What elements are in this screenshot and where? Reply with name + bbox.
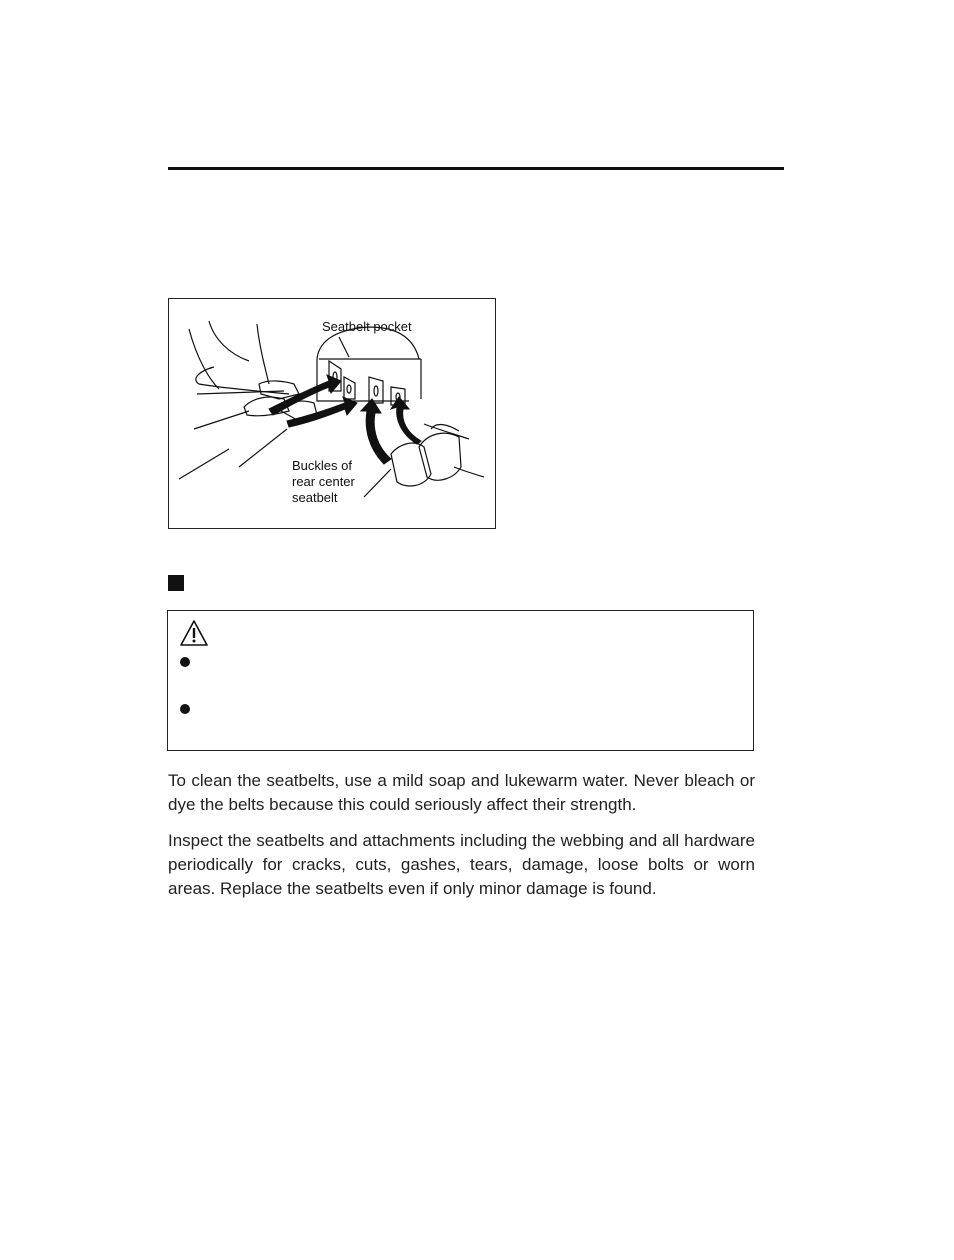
seatbelt-pocket-label: Seatbelt pocket — [322, 319, 412, 334]
bullet-dot-icon — [180, 704, 190, 714]
cleaning-paragraph: To clean the seatbelts, use a mild soap and lukewarm water. Never bleach or dye the belts because this could seriously affect their strength. — [168, 771, 755, 814]
inspection-paragraph: Inspect the seatbelts and attachments including the webbing and all hardware periodically for cracks, cuts, gashes, tears, damage, loose bolts or worn areas. Replace the seatbelts even if only minor damage is found. — [168, 831, 755, 898]
seatbelt-pocket-illustration — [168, 298, 496, 529]
header-rule — [168, 167, 784, 170]
warning-triangle-icon — [179, 619, 209, 647]
warning-box — [167, 610, 754, 751]
bullet-dot-icon — [180, 657, 190, 667]
buckles-label: Buckles of rear center seatbelt — [292, 458, 355, 505]
square-bullet-icon — [168, 575, 184, 591]
